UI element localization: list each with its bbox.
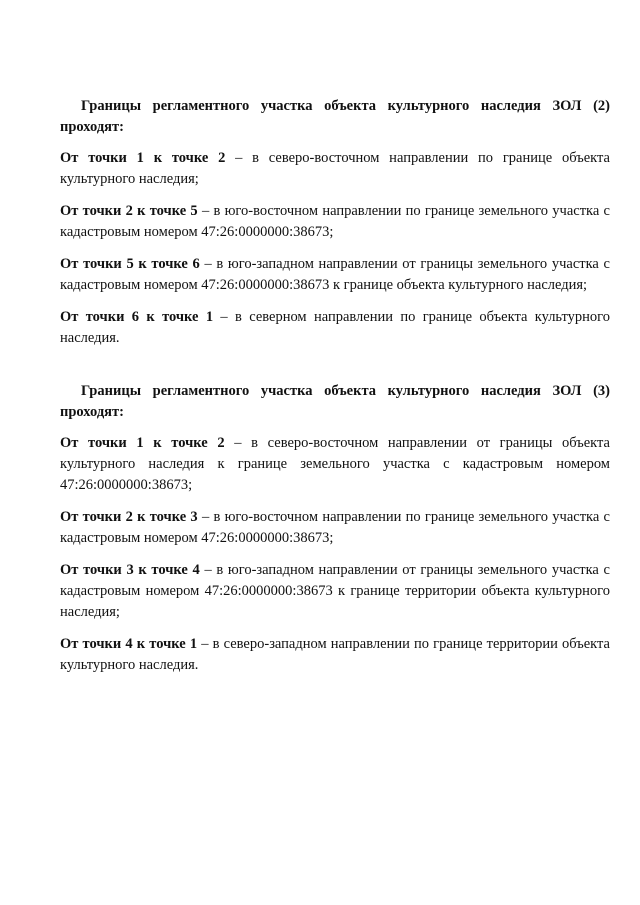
segment-lead: От точки 5 к точке 6 bbox=[60, 256, 200, 272]
boundary-segment bbox=[60, 148, 610, 190]
segment-lead: От точки 2 к точке 3 bbox=[60, 509, 198, 525]
section-heading: Границы регламентного участка объекта культурного наследия ЗОЛ (2) проходят: bbox=[60, 98, 610, 135]
boundary-segment bbox=[60, 433, 610, 496]
section-zol-3 bbox=[60, 381, 610, 676]
segment-lead: От точки 2 к точке 5 bbox=[60, 203, 198, 219]
segment-text: – в юго-восточном направлении по границе земельного участка с кадастровым номером 47:26:0000000:38673; bbox=[60, 203, 610, 240]
boundary-segment bbox=[60, 634, 610, 676]
boundary-segment bbox=[60, 507, 610, 549]
boundary-segment bbox=[60, 201, 610, 243]
segment-lead: От точки 4 к точке 1 bbox=[60, 636, 198, 652]
boundary-segment bbox=[60, 254, 610, 296]
segment-lead: От точки 1 к точке 2 bbox=[60, 435, 225, 451]
segment-text: – в северо-восточном направлении по границе объекта культурного наследия; bbox=[60, 150, 610, 187]
section-zol-2 bbox=[60, 96, 610, 349]
segment-text: – в северо-западном направлении по границе территории объекта культурного наследия. bbox=[60, 636, 610, 673]
segment-lead: От точки 1 к точке 2 bbox=[60, 150, 226, 166]
section-heading: Границы регламентного участка объекта культурного наследия ЗОЛ (3) проходят: bbox=[60, 383, 610, 420]
segment-text: – в северо-восточном направлении от границы объекта культурного наследия к границе земельного участка с кадастровым номером 47:26:0000000:38673; bbox=[60, 435, 610, 493]
segment-text: – в юго-восточном направлении по границе земельного участка с кадастровым номером 47:26:0000000:38673; bbox=[60, 509, 610, 546]
segment-lead: От точки 3 к точке 4 bbox=[60, 562, 200, 578]
segment-text: – в северном направлении по границе объекта культурного наследия. bbox=[60, 309, 610, 346]
segment-text: – в юго-западном направлении от границы земельного участка с кадастровым номером 47:26:0000000:38673 к границе объекта культурного наследия; bbox=[60, 256, 610, 293]
segment-text: – в юго-западном направлении от границы земельного участка с кадастровым номером 47:26:0000000:38673 к границе территории объекта культурного наследия; bbox=[60, 562, 610, 620]
boundary-segment bbox=[60, 307, 610, 349]
segment-lead: От точки 6 к точке 1 bbox=[60, 309, 214, 325]
boundary-segment bbox=[60, 560, 610, 623]
